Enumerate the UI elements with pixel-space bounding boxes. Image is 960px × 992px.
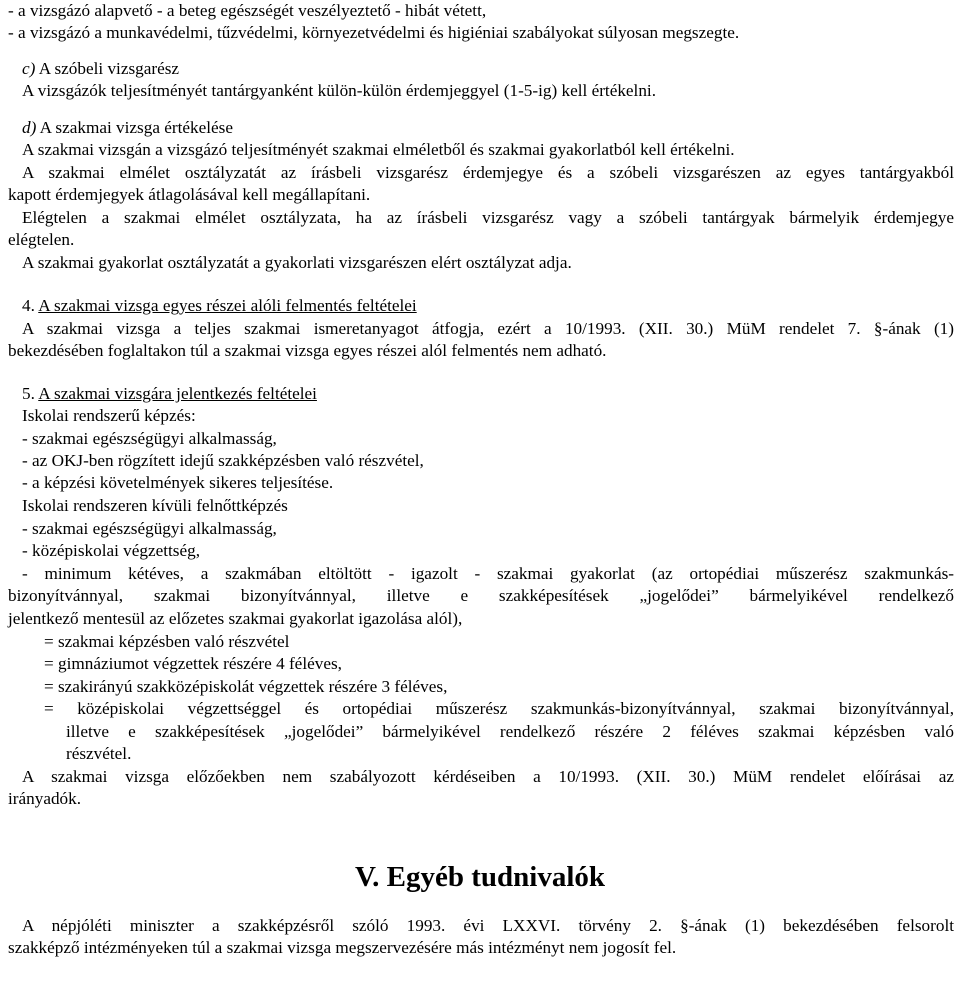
text-line: bekezdésében foglaltakon túl a szakmai vizsga egyes részei alól felmentés nem adható. — [8, 341, 607, 360]
list-item: - minimum kétéves, a szakmában eltöltött - igazolt - szakmai gyakorlat (az ortopédiai műszerész szakmunkás- — [22, 564, 954, 583]
text-line: A szakmai gyakorlat osztályzatát a gyakorlati vizsgarészen elért osztályzat adja. — [22, 253, 572, 272]
list-item: - szakmai egészségügyi alkalmasság, — [22, 519, 277, 538]
section-5-title-text: A szakmai vizsgára jelentkezés feltételei — [38, 384, 317, 403]
section-d-title-text: A szakmai vizsga értékelése — [36, 118, 233, 137]
section-5-number: 5. — [22, 384, 35, 403]
section-4-title-text: A szakmai vizsga egyes részei alóli felmentés feltételei — [38, 296, 417, 315]
text-line: részvétel. — [66, 744, 132, 763]
text-line: elégtelen. — [8, 230, 75, 249]
text-line: jelentkező mentesül az előzetes szakmai gyakorlat igazolása alól), — [8, 609, 463, 628]
text-line: - a vizsgázó a munkavédelmi, tűzvédelmi, környezetvédelmi és higiéniai szabályokat súlyosan megszegte. — [8, 23, 740, 42]
text-line: kapott érdemjegyek átlagolásával kell megállapítani. — [8, 185, 371, 204]
sub-item: = gimnáziumot végzettek részére 4 féléves, — [44, 654, 342, 673]
text-line: Iskolai rendszerű képzés: — [22, 406, 196, 425]
list-item: - a képzési követelmények sikeres teljesítése. — [22, 473, 334, 492]
sub-item: = középiskolai végzettséggel és ortopédiai műszerész szakmunkás-bizonyítvánnyal, szakmai bizonyítvánnyal, — [44, 699, 954, 718]
list-item: - szakmai egészségügyi alkalmasság, — [22, 429, 277, 448]
sub-item: = szakmai képzésben való részvétel — [44, 632, 290, 651]
text-line: bizonyítvánnyal, szakmai bizonyítvánnyal, illetve e szakképesítések „jogelődei” bármelyikével rendelkező — [8, 586, 954, 605]
section-c-title-text: A szóbeli vizsgarész — [35, 59, 180, 78]
text-line: A szakmai vizsgán a vizsgázó teljesítményét szakmai elméletből és szakmai gyakorlatból kell értékelni. — [22, 140, 735, 159]
section-d-label: d) — [22, 118, 37, 137]
text-line: Iskolai rendszeren kívüli felnőttképzés — [22, 496, 288, 515]
text-line: irányadók. — [8, 789, 82, 808]
text-line: A szakmai vizsga előzőekben nem szabályozott kérdéseiben a 10/1993. (XII. 30.) MüM rendelet előírásai az — [22, 767, 954, 786]
text-line: illetve e szakképesítések „jogelődei” bármelyikével rendelkező részére 2 féléves szakmai képzésben való — [66, 722, 954, 741]
text-line: A vizsgázók teljesítményét tantárgyanként külön-külön érdemjeggyel (1-5-ig) kell értékelni. — [22, 81, 656, 100]
section-d-title — [22, 117, 233, 139]
text-line: A népjóléti miniszter a szakképzésről szóló 1993. évi LXXVI. törvény 2. §-ának (1) bekezdésében felsorolt — [22, 916, 954, 935]
section-5-title — [22, 383, 317, 405]
list-item: - az OKJ-ben rögzített idejű szakképzésben való részvétel, — [22, 451, 424, 470]
chapter-heading: V. Egyéb tudnivalók — [354, 861, 606, 893]
text-line: A szakmai vizsga a teljes szakmai ismeretanyagot átfogja, ezért a 10/1993. (XII. 30.) MüM rendelet 7. §-ának (1) — [22, 319, 954, 338]
section-c-title — [22, 58, 179, 80]
section-c-label: c) — [22, 59, 36, 78]
text-line: szakképző intézményeken túl a szakmai vizsga megszervezésére más intézményt nem jogosít fel. — [8, 938, 677, 957]
list-item: - középiskolai végzettség, — [22, 541, 201, 560]
section-4-number: 4. — [22, 296, 35, 315]
text-line: - a vizsgázó alapvető - a beteg egészségét veszélyeztető - hibát vétett, — [8, 1, 487, 20]
section-4-title — [22, 295, 417, 317]
sub-item: = szakirányú szakközépiskolát végzettek részére 3 féléves, — [44, 677, 448, 696]
text-line: Elégtelen a szakmai elmélet osztályzata, ha az írásbeli vizsgarész vagy a szóbeli tantárgyak bármelyik érdemjegye — [22, 208, 954, 227]
text-line: A szakmai elmélet osztályzatát az írásbeli vizsgarész érdemjegye és a szóbeli vizsgarészen az egyes tantárgyakból — [22, 163, 954, 182]
